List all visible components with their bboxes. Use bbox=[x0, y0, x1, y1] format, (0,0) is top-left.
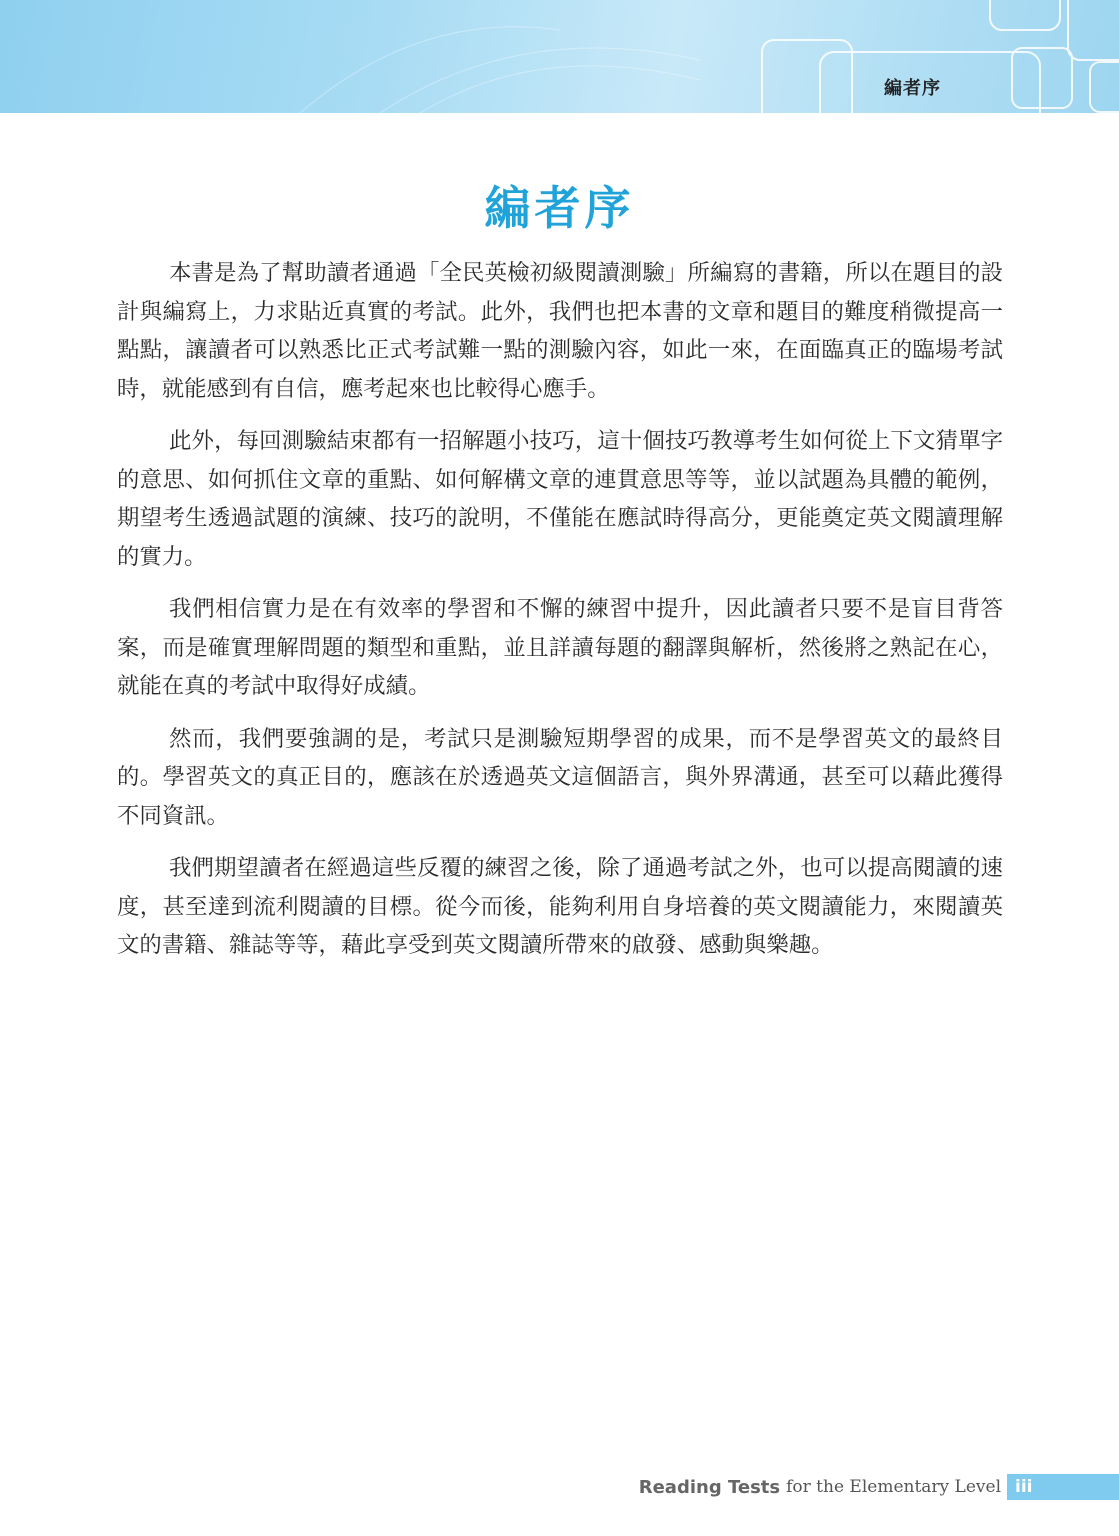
running-header: 編者序 bbox=[884, 78, 941, 99]
page-title: 編者序 bbox=[484, 181, 635, 235]
page-footer bbox=[639, 1474, 1119, 1500]
paragraph-5: 我們期望讀者在經過這些反覆的練習之後，除了通過考試之外，也可以提高閱讀的速度，甚至達到流利閱讀的目標。從今而後，能夠利用自身培養的英文閱讀能力，來閱讀英文的書籍、雜誌等等，藉此享受到英文閱讀所帶來的啟發、感動與樂趣。 bbox=[117, 855, 1003, 958]
decorative-squares bbox=[0, 0, 1119, 113]
paragraph-1: 本書是為了幫助讀者通過「全民英檢初級閱讀測驗」所編寫的書籍，所以在題目的設計與編寫上，力求貼近真實的考試。此外，我們也把本書的文章和題目的難度稍微提高一點點，讓讀者可以熟悉比正式考試難一點的測驗內容，如此一來，在面臨真正的臨場考試時，就能感到有自信，應考起來也比較得心應手。 bbox=[117, 260, 1003, 402]
page-number: iii bbox=[1007, 1474, 1119, 1500]
preface-body bbox=[117, 254, 1003, 979]
footer-book-subtitle: for the Elementary Level bbox=[786, 1477, 1001, 1497]
footer-book-title: Reading Tests bbox=[638, 1476, 781, 1498]
header-banner bbox=[0, 0, 1119, 113]
paragraph-2: 此外，每回測驗結束都有一招解題小技巧，這十個技巧教導考生如何從上下文猜單字的意思、如何抓住文章的重點、如何解構文章的連貫意思等等，並以試題為具體的範例，期望考生透過試題的演練、技巧的說明，不僅能在應試時得高分，更能奠定英文閱讀理解的實力。 bbox=[117, 428, 1003, 570]
paragraph-3: 我們相信實力是在有效率的學習和不懈的練習中提升，因此讀者只要不是盲目背答案，而是確實理解問題的類型和重點，並且詳讀每題的翻譯與解析，然後將之熟記在心，就能在真的考試中取得好成績。 bbox=[117, 596, 1003, 699]
paragraph-4: 然而，我們要強調的是，考試只是測驗短期學習的成果，而不是學習英文的最終目的。學習英文的真正目的，應該在於透過英文這個語言，與外界溝通，甚至可以藉此獲得不同資訊。 bbox=[117, 725, 1003, 829]
